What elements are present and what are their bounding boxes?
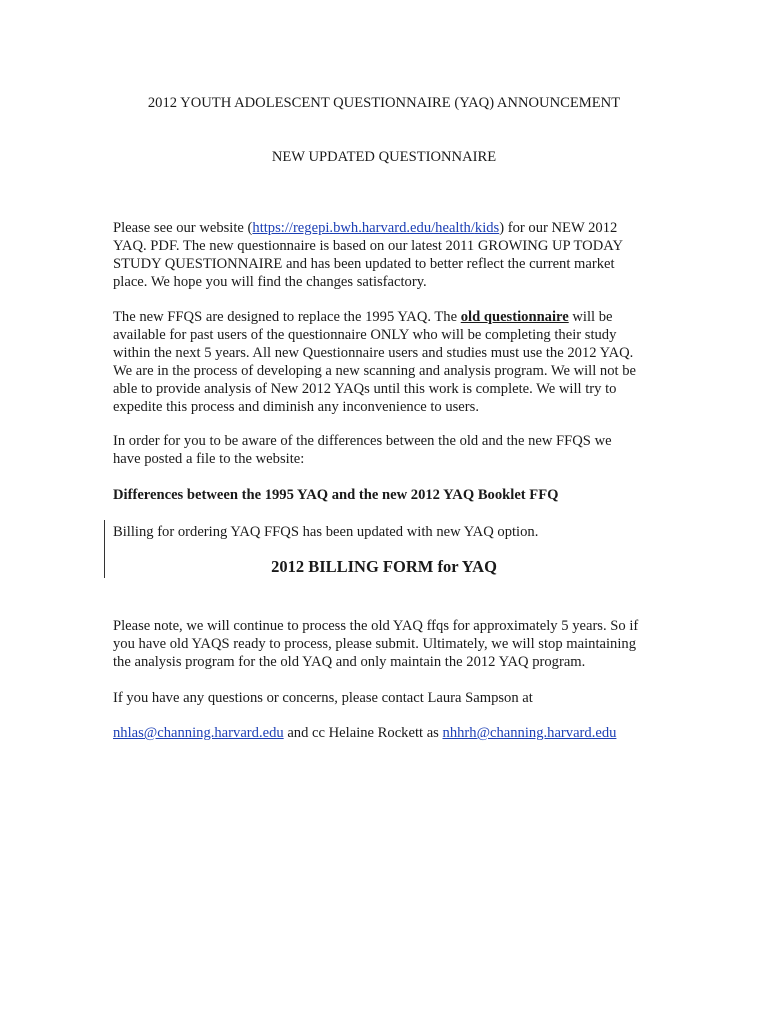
old-questionnaire-link[interactable]: old questionnaire xyxy=(460,309,569,325)
processing-line-2: you have old YAQS ready to process, please submit. Ultimately, we will stop maintaining xyxy=(113,636,636,652)
replacement-line-3: within the next 5 years. All new Questionnaire users and studies must use the 2012 YAQ. xyxy=(113,345,634,361)
differences-paragraph xyxy=(113,432,673,468)
intro-text-post: ) for our NEW 2012 xyxy=(499,220,618,236)
replacement-text-pre: The new FFQS are designed to replace the 1995 YAQ. The xyxy=(113,309,461,325)
email-link-laura[interactable]: nhlas@channing.harvard.edu xyxy=(113,725,284,741)
intro-line-2: YAQ. PDF. The new questionnaire is based on our latest 2011 GROWING UP TODAY xyxy=(113,238,623,254)
intro-text-pre: Please see our website ( xyxy=(113,220,253,236)
processing-paragraph xyxy=(113,617,673,671)
replacement-text-post: will be xyxy=(568,309,613,325)
intro-line-1 xyxy=(113,219,673,237)
contact-emails-line xyxy=(113,724,673,742)
replacement-line-6: expedite this process and diminish any inconvenience to users. xyxy=(113,399,479,415)
contact-intro: If you have any questions or concerns, please contact Laura Sampson at xyxy=(113,690,533,706)
differences-line-1: In order for you to be aware of the differences between the old and the new FFQS we xyxy=(113,433,612,449)
replacement-paragraph xyxy=(113,308,673,416)
replacement-line-2: available for past users of the questionnaire ONLY who will be completing their study xyxy=(113,327,617,343)
document-title: 2012 YOUTH ADOLESCENT QUESTIONNAIRE (YAQ) ANNOUNCEMENT xyxy=(147,95,621,111)
website-link-health[interactable]: https://regepi.bwh.harvard.edu/health/ xyxy=(252,220,475,236)
processing-line-3: the analysis program for the old YAQ and only maintain the 2012 YAQ program. xyxy=(113,654,586,670)
intro-paragraph xyxy=(113,219,673,291)
processing-line-1: Please note, we will continue to process the old YAQ ffqs for approximately 5 years. So if xyxy=(113,618,639,634)
contact-middle-text: and cc Helaine Rockett as xyxy=(283,725,443,741)
billing-note: Billing for ordering YAQ FFQS has been updated with new YAQ option. xyxy=(113,524,539,540)
document-subtitle: NEW UPDATED QUESTIONNAIRE xyxy=(271,149,497,165)
billing-form-link[interactable]: 2012 BILLING FORM for YAQ xyxy=(271,557,497,576)
replacement-line-4: We are in the process of developing a new scanning and analysis program. We will not be xyxy=(113,363,637,379)
replacement-line-5: able to provide analysis of New 2012 YAQs until this work is complete. We will try to xyxy=(113,381,617,397)
website-link-kids[interactable]: kids xyxy=(474,220,500,236)
differences-heading-link[interactable]: Differences between the 1995 YAQ and the new 2012 YAQ Booklet FFQ xyxy=(113,487,559,503)
differences-line-2: have posted a file to the website: xyxy=(113,451,305,467)
contact-emails xyxy=(113,724,673,742)
replacement-line-1 xyxy=(113,308,673,326)
intro-line-4: place. We hope you will find the changes satisfactory. xyxy=(113,274,427,290)
email-link-helaine[interactable]: nhhrh@channing.harvard.edu xyxy=(442,725,617,741)
intro-line-3: STUDY QUESTIONNAIRE and has been updated to better reflect the current market xyxy=(113,256,615,272)
